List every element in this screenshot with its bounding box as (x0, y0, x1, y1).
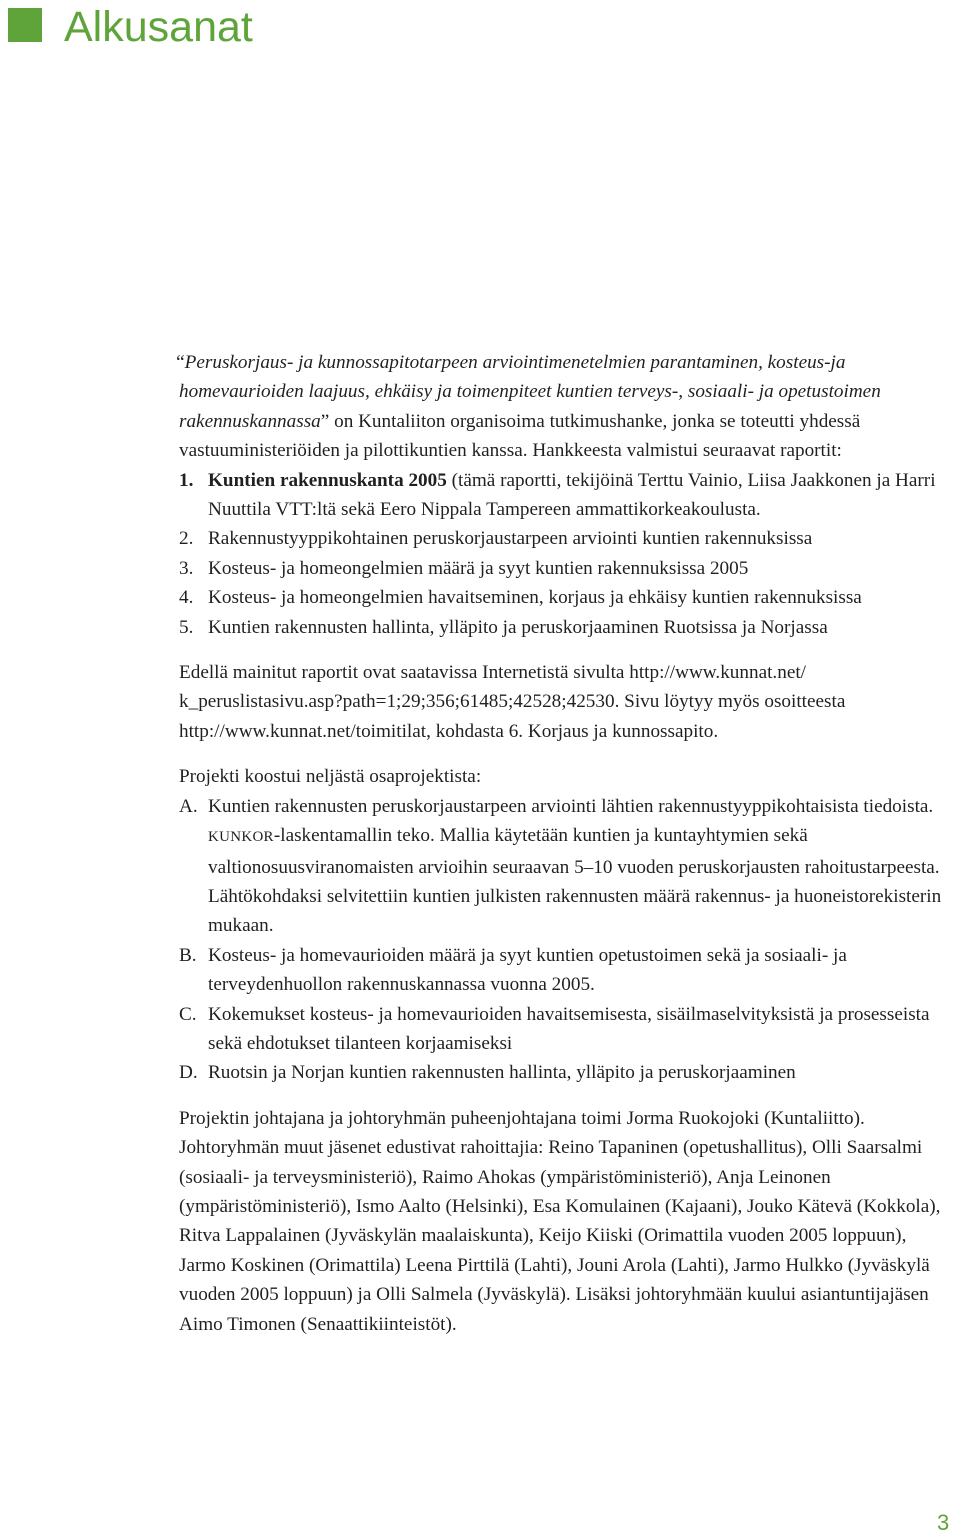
kunkor-smallcaps: KUNKOR (208, 829, 274, 846)
intro-text: on Kuntaliiton organisoima tutkimushanke, jonka se toteutti yhdessä vastuuministeriöiden ja pilottikuntien kanssa. Hankkeesta valmistui seuraavat raportit: (179, 410, 861, 462)
item-text: Kosteus- ja homeongelmien havaitseminen, korjaus ja ehkäisy kuntien rakennuksissa (208, 587, 862, 609)
item-bold-title: Kuntien rakennuskanta 2005 (208, 469, 447, 491)
item-text: (tämä raportti, tekijöinä Terttu Vainio, Liisa Jaakkonen ja Harri Nuuttila VTT:ltä sekä Eero Nippala Tampereen ammattikorkeakoulusta. (208, 469, 936, 521)
list-item (179, 792, 954, 941)
intro-paragraph (176, 348, 954, 466)
subprojects-intro: Projekti koostui neljästä osaprojektista: (179, 766, 482, 788)
item-letter: B. (179, 944, 197, 966)
item-text: Kosteus- ja homevaurioiden määrä ja syyt kuntien opetustoimen sekä ja sosiaali- ja terveydenhuollon rakennuskannassa vuonna 2005. (208, 944, 847, 996)
item-number: 5. (179, 616, 194, 638)
item-text: Rakennustyyppikohtainen peruskorjaustarpeen arviointi kuntien rakennuksissa (208, 528, 813, 550)
item-letter: D. (179, 1062, 198, 1084)
list-item (179, 583, 954, 612)
steering-group-paragraph: Projektin johtajana ja johtoryhmän puheenjohtajana toimi Jorma Ruokojoki (Kuntaliitto). Johtoryhmän muut jäsenet edustivat rahoittajia: Reino Tapaninen (opetushallitus), Olli Saarsalmi (sosiaali- ja terveysministeriö), Raimo Ahokas (ympäristöministeriö), Anja Leinonen (ympäristöministeriö), Ismo Aalto (Helsinki), Esa Komulainen (Kajaani), Jouko Kätevä (Kokkola), Ritva Lappalainen (Jyväskylän maalaiskunta), Keijo Kiiski (Orimattila vuoden 2005 loppuun), Jarmo Koskinen (Orimattila) Leena Pirttilä (Lahti), Jouni Arola (Lahti), Jarmo Hulkko (Jyväskylä vuoden 2005 loppuun) ja Olli Salmela (Jyväskylä). Lisäksi johtoryhmään kuului asiantuntijajäsen Aimo Timonen (Senaattikiinteistöt). (179, 1107, 941, 1335)
open-quote: “ (176, 352, 185, 373)
list-item (179, 466, 954, 525)
item-text: Ruotsin ja Norjan kuntien rakennusten hallinta, ylläpito ja peruskorjaaminen (208, 1062, 796, 1084)
item-number: 4. (179, 587, 194, 609)
page-number: 3 (937, 1510, 950, 1535)
list-item (179, 1058, 954, 1087)
item-text-continued: -laskentamallin teko. Mallia käytetään kuntien ja kuntayhtymien sekä valtionosuusviranomaisten arvioihin seuraavan 5–10 vuoden peruskorjausten rahoitustarpeesta. Lähtökohdaksi selvitettiin kuntien julkisten rakennusten määrä rakennus- ja huoneistorekisterin mukaan. (208, 825, 942, 937)
list-item (179, 1000, 954, 1059)
page-title: Alkusanat (64, 3, 253, 51)
item-text: Kokemukset kosteus- ja homevaurioiden havaitsemisesta, sisäilmaselvityksistä ja prosesseista sekä ehdotukset tilanteen korjaamiseksi (208, 1003, 930, 1054)
page-header (0, 0, 960, 60)
item-text: Kuntien rakennusten hallinta, ylläpito ja peruskorjaaminen Ruotsissa ja Norjassa (208, 616, 828, 638)
list-item (179, 554, 954, 583)
close-quote: ” (320, 410, 330, 432)
item-number: 3. (179, 557, 194, 579)
item-letter: C. (179, 1003, 197, 1025)
list-item (179, 524, 954, 553)
subproject-list (179, 792, 954, 1088)
project-title-italic: Peruskorjaus- ja kunnossapitotarpeen arviointimenetelmien parantaminen, kosteus-ja homevaurioiden laajuus, ehkäisy ja toimenpiteet kuntien terveys-, sosiaali- ja opetustoimen rakennuskannassa (179, 352, 881, 432)
list-item (179, 613, 954, 642)
report-list (179, 466, 954, 642)
document-body (176, 348, 954, 1339)
green-square-marker (8, 8, 42, 42)
list-item (179, 941, 954, 1000)
item-number: 1. (179, 469, 194, 491)
availability-paragraph: Edellä mainitut raportit ovat saatavissa Internetistä sivulta http://www.kunnat.net/ k_peruslistasivu.asp?path=1;29;356;61485;42528;42530. Sivu löytyy myös osoitteesta http://www.kunnat.net/toimitilat, kohdasta 6. Korjaus ja kunnossapito. (179, 662, 846, 742)
item-text: Kosteus- ja homeongelmien määrä ja syyt kuntien rakennuksissa 2005 (208, 557, 749, 579)
item-letter: A. (179, 795, 198, 817)
item-number: 2. (179, 528, 194, 550)
item-text: Kuntien rakennusten peruskorjaustarpeen arviointi lähtien rakennustyyppikohtaisista tiedoista. (208, 795, 934, 817)
